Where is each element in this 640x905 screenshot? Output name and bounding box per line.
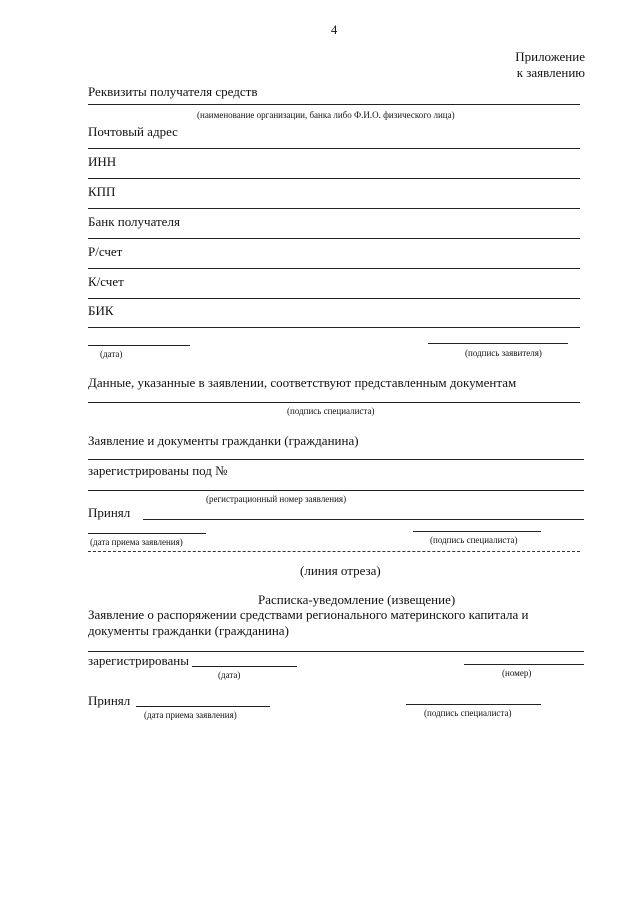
corr-account-label: К/счет [88,274,124,289]
accept-date-line[interactable] [88,533,206,534]
account-label: Р/счет [88,244,123,259]
receipt-accept-date-hint: (дата приема заявления) [144,710,237,720]
registration-number-line[interactable] [88,490,584,491]
receipt-line[interactable] [88,651,584,652]
registration-number-hint: (регистрационный номер заявления) [206,494,347,504]
bik-line[interactable] [88,327,580,328]
registration-signature-line[interactable] [413,531,541,532]
recipient-name-hint: (наименование организации, банка либо Ф.И.О. физического лица) [197,110,455,120]
bik-label: БИК [88,303,114,318]
verification-text: Данные, указанные в заявлении, соответствуют представленным документам [88,375,517,390]
corr-account-line[interactable] [88,298,580,299]
account-line[interactable] [88,268,580,269]
receipt-text-line-2: документы гражданки (гражданина) [88,623,289,638]
receipt-signature-line[interactable] [406,704,541,705]
receipt-title: Расписка-уведомление (извещение) [258,592,456,607]
receipt-accepted-label: Принял [88,693,131,708]
receipt-number-hint: (номер) [502,668,532,678]
registration-text: Заявление и документы гражданки (гражданина) [88,433,359,448]
inn-label: ИНН [88,154,117,169]
receipt-text-line-1: Заявление о распоряжении средствами регионального материнского капитала и [88,607,529,622]
page-number: 4 [331,23,338,37]
cut-line [88,551,580,552]
verification-signature-hint: (подпись специалиста) [287,406,375,416]
receipt-number-line[interactable] [464,664,584,665]
accepted-line[interactable] [143,519,584,520]
bank-line[interactable] [88,238,580,239]
verification-line[interactable] [88,402,580,403]
accepted-label: Принял [88,505,131,520]
bank-label: Банк получателя [88,214,180,229]
accept-date-hint: (дата приема заявления) [90,537,183,547]
applicant-signature-hint: (подпись заявителя) [465,348,542,358]
recipient-heading: Реквизиты получателя средств [88,84,258,99]
applicant-signature-line[interactable] [428,343,568,344]
receipt-accept-date-line[interactable] [136,706,270,707]
kpp-label: КПП [88,184,116,199]
date-hint: (дата) [100,349,123,359]
kpp-line[interactable] [88,208,580,209]
appendix-line-1: Приложение [515,49,585,64]
receipt-date-hint: (дата) [218,670,241,680]
registered-under-label: зарегистрированы под № [88,463,228,478]
recipient-name-line[interactable] [88,104,580,105]
cut-line-label: (линия отреза) [300,563,381,578]
receipt-date-line[interactable] [192,666,297,667]
receipt-signature-hint: (подпись специалиста) [424,708,512,718]
appendix-line-2: к заявлению [516,65,585,80]
registration-signature-hint: (подпись специалиста) [430,535,518,545]
inn-line[interactable] [88,178,580,179]
receipt-registered-label: зарегистрированы [88,653,189,668]
registration-line[interactable] [88,459,584,460]
postal-address-label: Почтовый адрес [88,124,178,139]
date-line[interactable] [88,345,190,346]
postal-address-line[interactable] [88,148,580,149]
